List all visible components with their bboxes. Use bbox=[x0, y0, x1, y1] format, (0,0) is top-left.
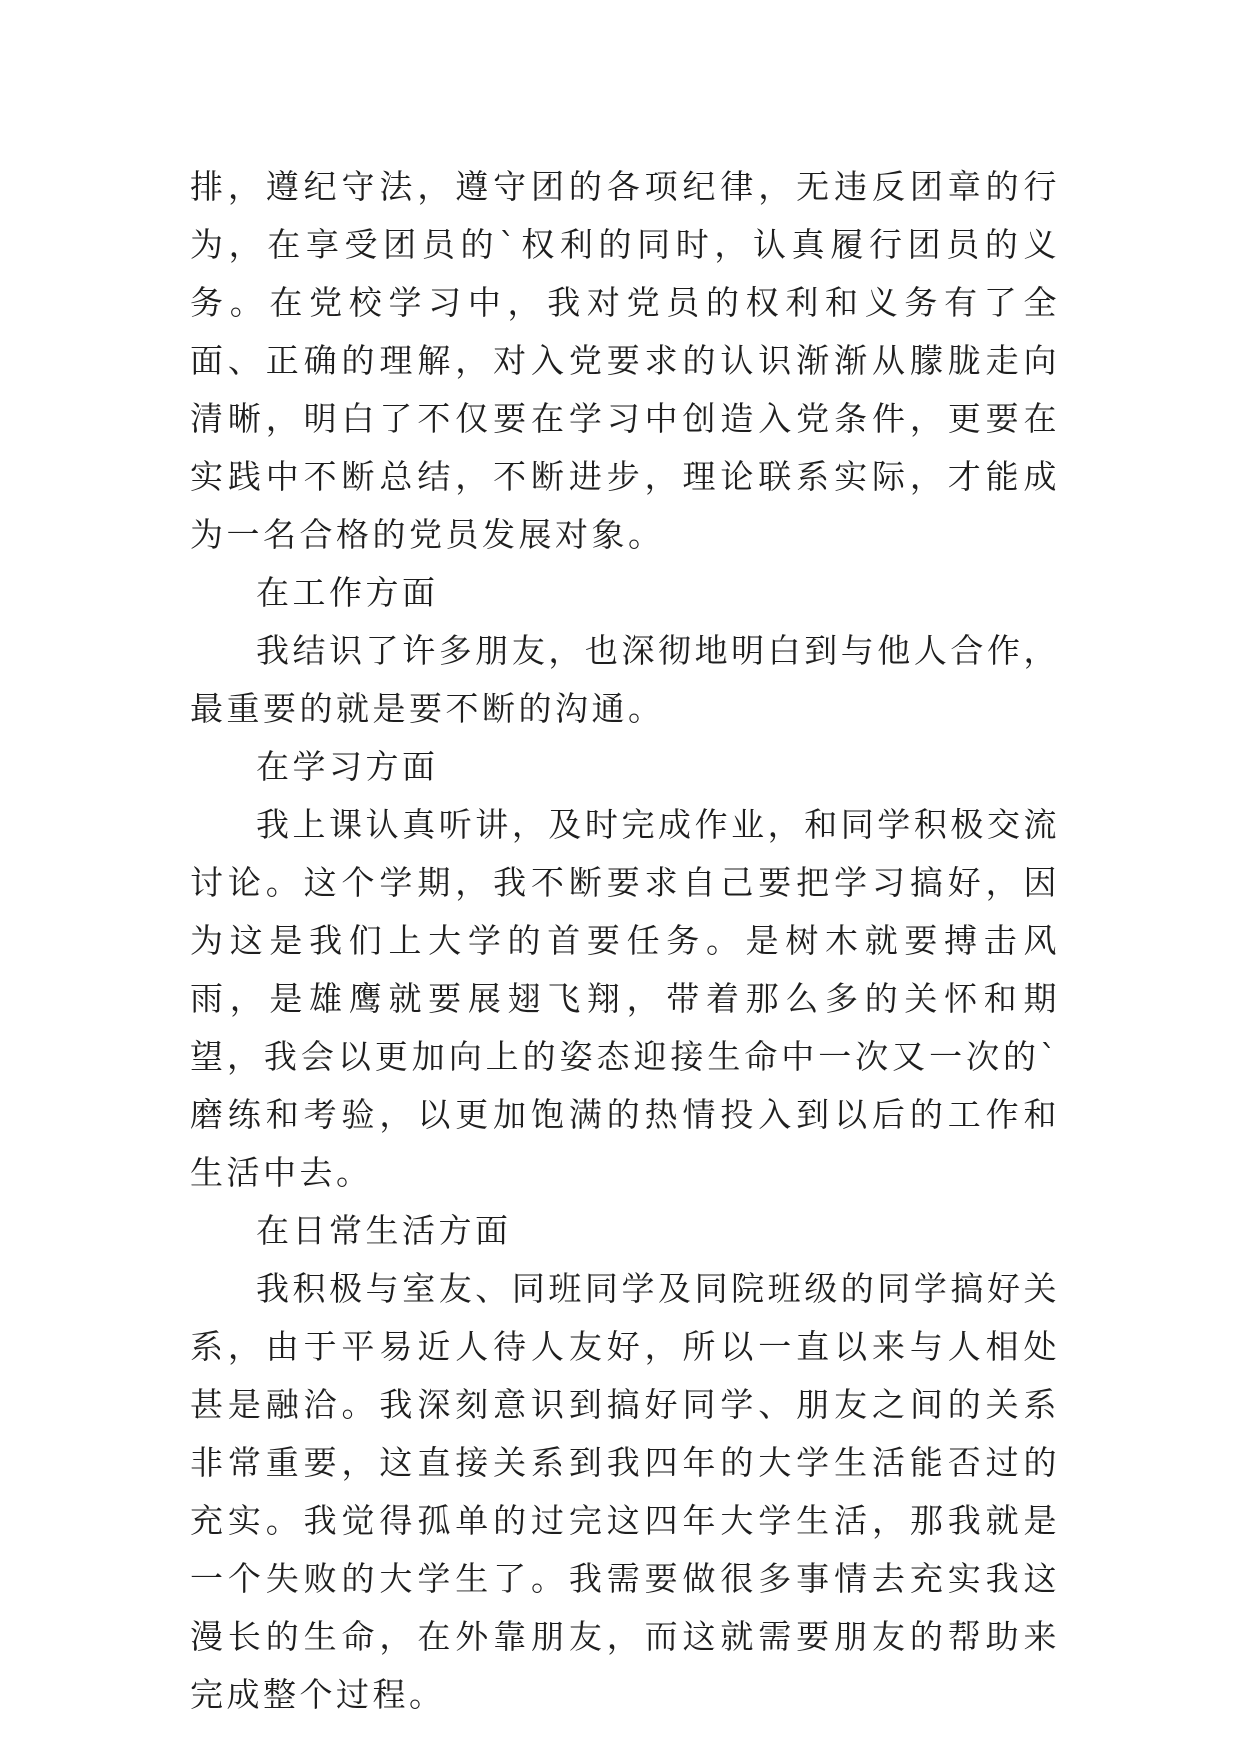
document-body bbox=[190, 158, 1060, 1724]
paragraph-study: 我上课认真听讲，及时完成作业，和同学积极交流讨论。这个学期，我不断要求自己要把学习搞好，因为这是我们上大学的首要任务。是树木就要搏击风雨，是雄鹰就要展翅飞翔，带着那么多的关怀和期望，我会以更加向上的姿态迎接生命中一次又一次的`磨练和考验，以更加饱满的热情投入到以后的工作和生活中去。 bbox=[190, 805, 1060, 1192]
paragraph-party-school: 排，遵纪守法，遵守团的各项纪律，无违反团章的行为，在享受团员的`权利的同时，认真履行团员的义务。在党校学习中，我对党员的权利和义务有了全面、正确的理解，对入党要求的认识渐渐从朦胧走向清晰，明白了不仅要在学习中创造入党条件，更要在实践中不断总结，不断进步，理论联系实际，才能成为一名合格的党员发展对象。 bbox=[190, 167, 1060, 554]
heading-study: 在学习方面 bbox=[256, 747, 439, 786]
heading-work: 在工作方面 bbox=[256, 573, 439, 612]
heading-daily-life: 在日常生活方面 bbox=[256, 1211, 512, 1250]
paragraph-work: 我结识了许多朋友，也深彻地明白到与他人合作，最重要的就是要不断的沟通。 bbox=[190, 631, 1060, 728]
paragraph-daily-life: 我积极与室友、同班同学及同院班级的同学搞好关系，由于平易近人待人友好，所以一直以来与人相处甚是融洽。我深刻意识到搞好同学、朋友之间的关系非常重要，这直接关系到我四年的大学生活能否过的充实。我觉得孤单的过完这四年大学生活，那我就是一个失败的大学生了。我需要做很多事情去充实我这漫长的生命，在外靠朋友，而这就需要朋友的帮助来完成整个过程。 bbox=[190, 1269, 1060, 1714]
